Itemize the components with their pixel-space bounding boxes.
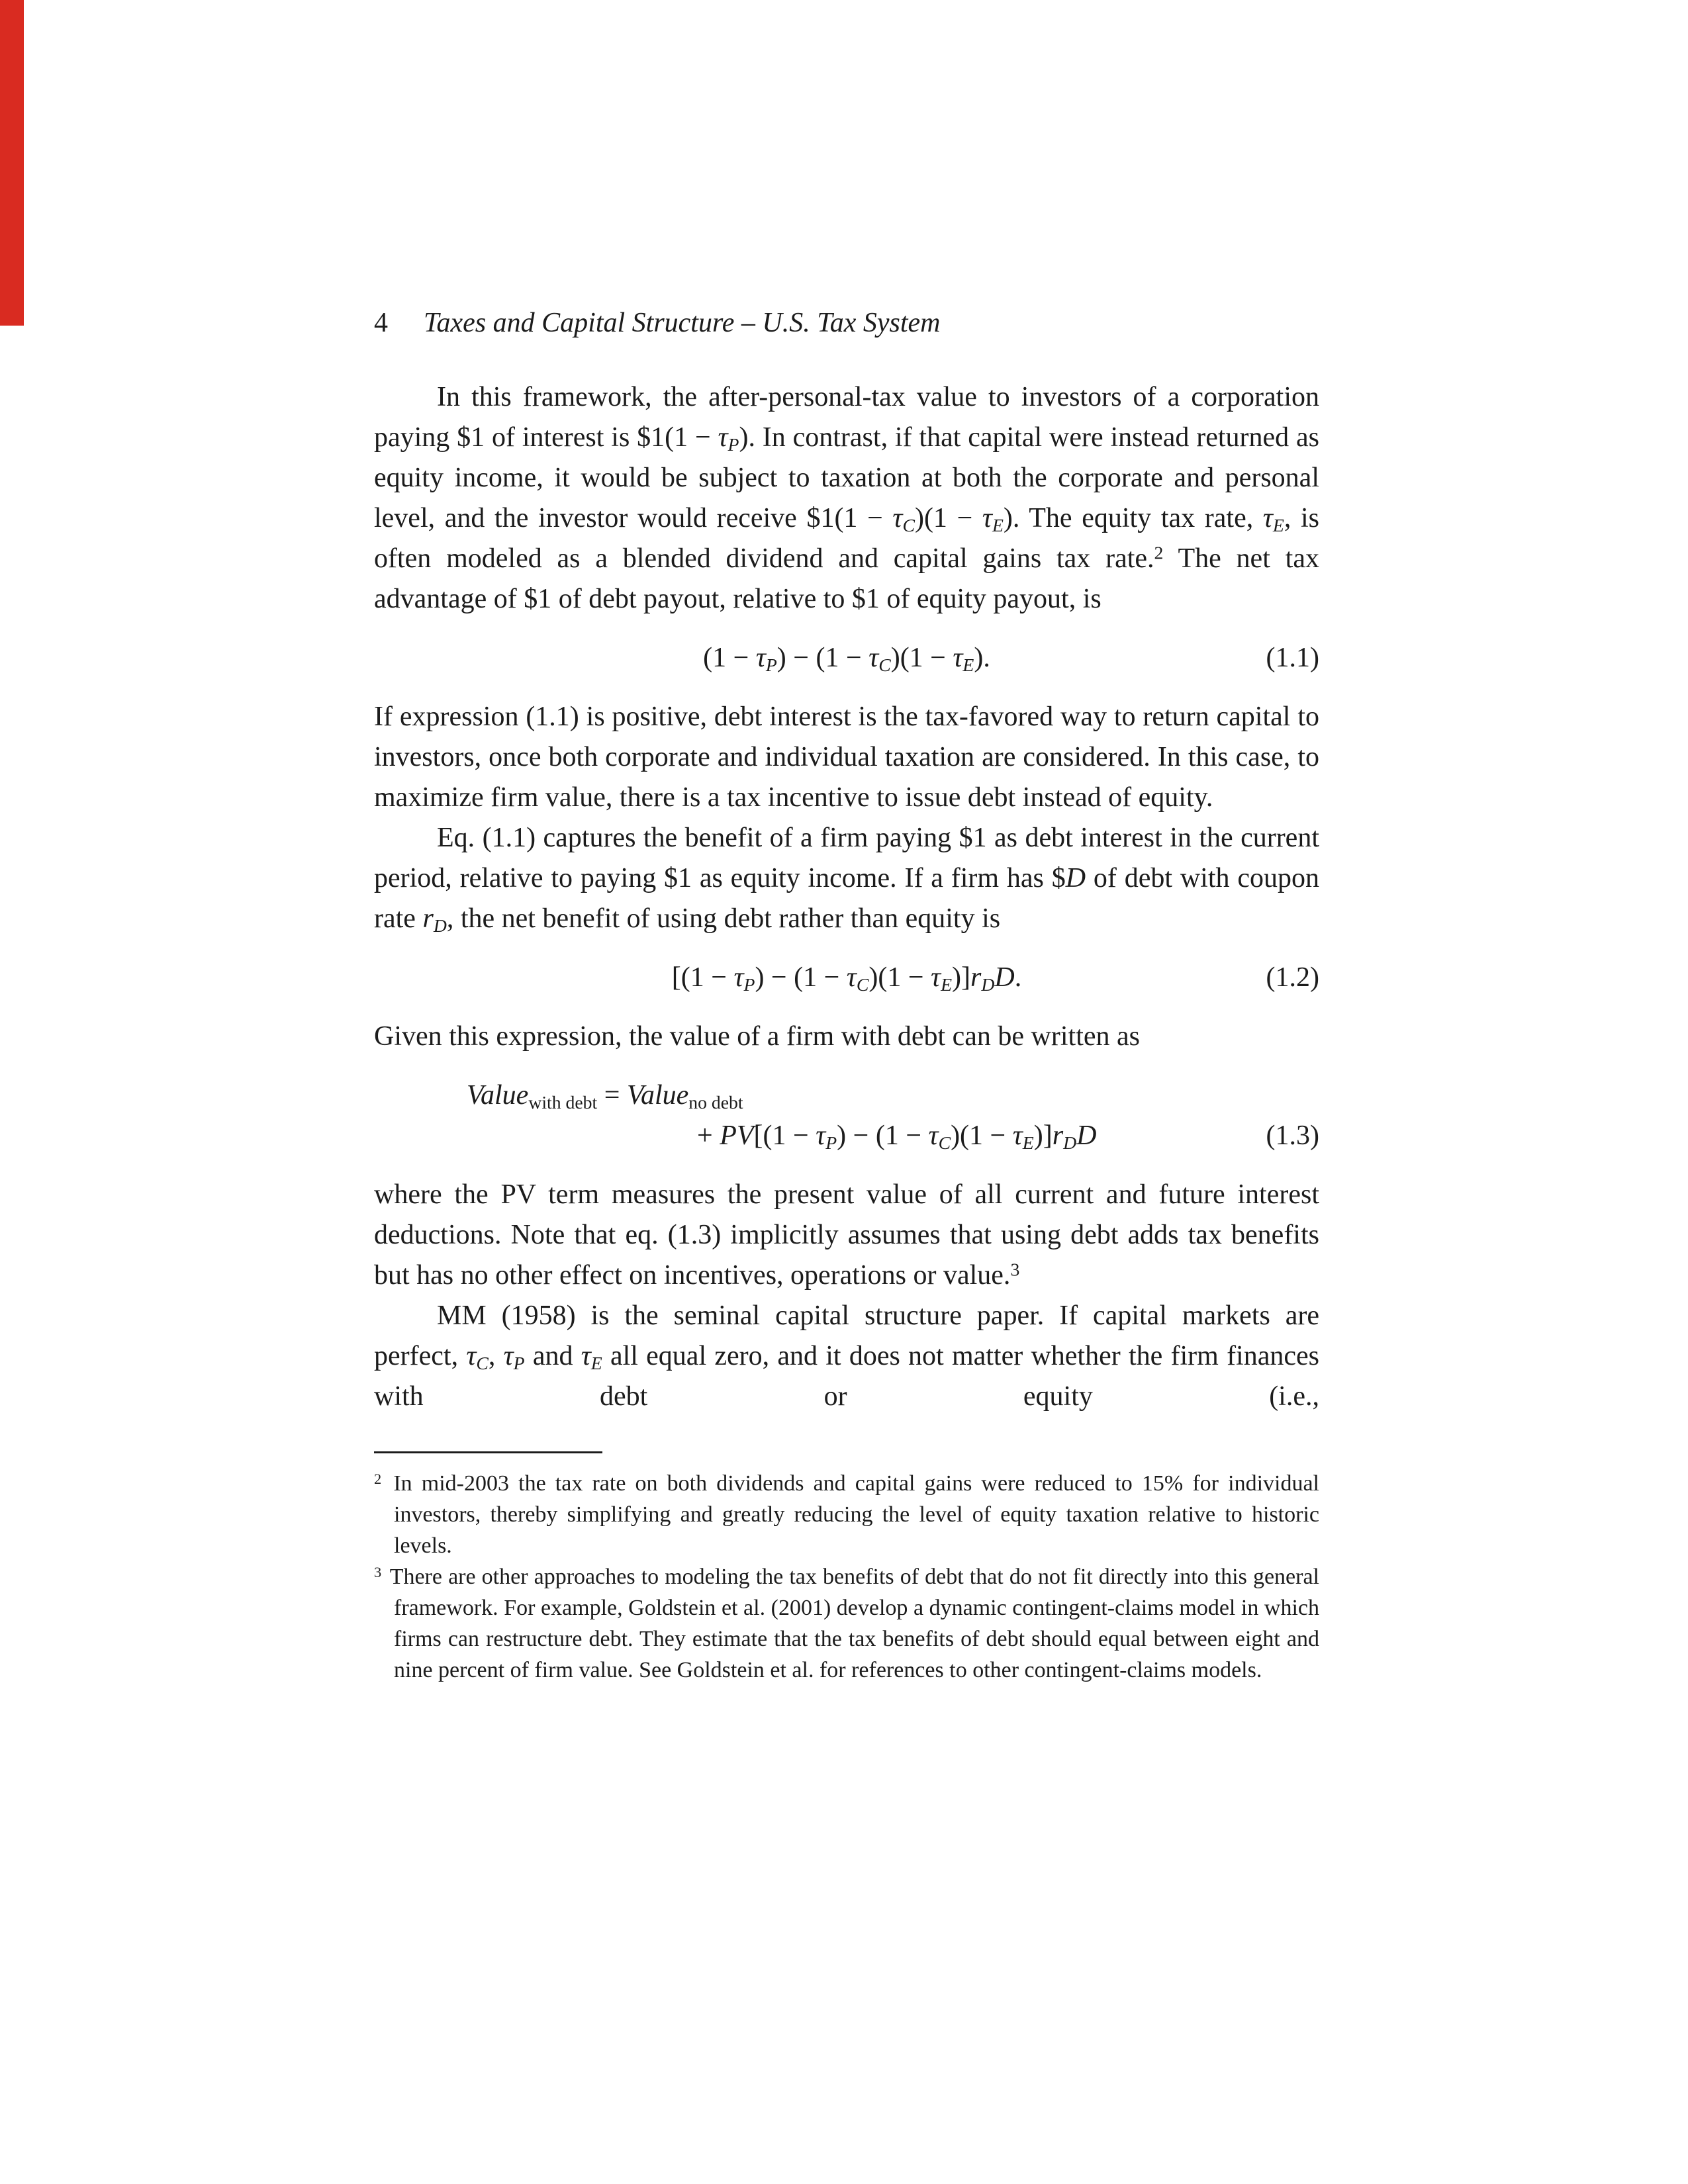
- equation-1-1-body: $(1 - \tau_P) - (1 - \tau_C)(1 - \tau_E)$.: [703, 643, 990, 675]
- footnote-2: $^2$ In mid-2003 the tax rate on both dividends and capital gains were reduced to 15% for individual investors, thereby simplifying and greatly reducing the level of equity taxation relative to historic levels.: [374, 1470, 1319, 1558]
- equation-1-2-number: (1.2): [1266, 962, 1319, 993]
- equation-1-2: [374, 958, 1319, 998]
- page-number: 4: [374, 308, 388, 338]
- footnote-separator: [374, 1451, 602, 1453]
- equation-1-3-number: (1.3): [1266, 1120, 1319, 1151]
- equation-1-1: [374, 638, 1319, 678]
- paragraph-expression-positive: If expression (1.1) is positive, debt interest is the tax-favored way to return capital to investors, once both corporate and individual taxation are considered. In this case, to maximize firm value, there is a tax incentive to issue debt instead of equity.: [374, 702, 1319, 813]
- equation-1-3-line2: + $PV[(1 - \tau_P) - (1 - \tau_C)(1 - \tau_E)]r_DD$: [697, 1120, 1097, 1153]
- paragraph-eq11-captures: Eq. (1.1) captures the benefit of a firm paying $1 as debt interest in the current period, relative to paying $1 as equity income. If a firm has $D of debt with coupon rate $r_D$, the net benefit of using debt rather than equity is: [374, 823, 1319, 936]
- left-edge-red-strip: [0, 0, 24, 326]
- paragraph-pv-term: where the PV term measures the present value of all current and future interest deductions. Note that eq. (1.3) implicitly assumes that using debt adds tax benefits but has no other effect on incentives, operations or value.$^3$: [374, 1179, 1319, 1291]
- equation-1-2-body: $[(1 - \tau_P) - (1 - \tau_C)(1 - \tau_E)]r_DD$.: [671, 962, 1022, 995]
- running-title: Taxes and Capital Structure – U.S. Tax System: [424, 308, 941, 338]
- paragraph-mm-1958: MM (1958) is the seminal capital structure paper. If capital markets are perfect, $\tau_C$, $\tau_P$ and $\tau_E$ all equal zero, and it does not matter whether the firm finances with debt or equity (i.e.,: [374, 1300, 1319, 1412]
- footnote-3: $^3$ There are other approaches to modeling the tax benefits of debt that do not fit directly into this general framework. For example, Goldstein et al. (2001) develop a dynamic contingent-claims model in which firms can restructure debt. They estimate that the tax benefits of debt should equal between eight and nine percent of firm value. See Goldstein et al. for references to other contingent-claims models.: [374, 1563, 1319, 1682]
- equation-1-3-line1: Value$_{with debt}$ = Value$_{no debt}$: [467, 1080, 743, 1113]
- paragraph-given-expression: Given this expression, the value of a firm with debt can be written as: [374, 1021, 1141, 1052]
- page-content: [374, 306, 1319, 1686]
- equation-1-3: [374, 1075, 1319, 1156]
- running-header: [374, 306, 1319, 340]
- paragraph-intro-framework: In this framework, the after-personal-tax value to investors of a corporation paying $1 of interest is $1(1 − $\tau_P$). In contrast, if that capital were instead returned as equity income, it would be subject to taxation at both the corporate and personal level, and the investor would receive $1(1 − $\tau_C)(1 - \tau_E)$. The equity tax rate, $\tau_E$, is often modeled as a blended dividend and capital gains tax rate.$^2$ The net tax advantage of $1 of debt payout, relative to $1 of equity payout, is: [374, 382, 1319, 614]
- equation-1-1-number: (1.1): [1266, 643, 1319, 673]
